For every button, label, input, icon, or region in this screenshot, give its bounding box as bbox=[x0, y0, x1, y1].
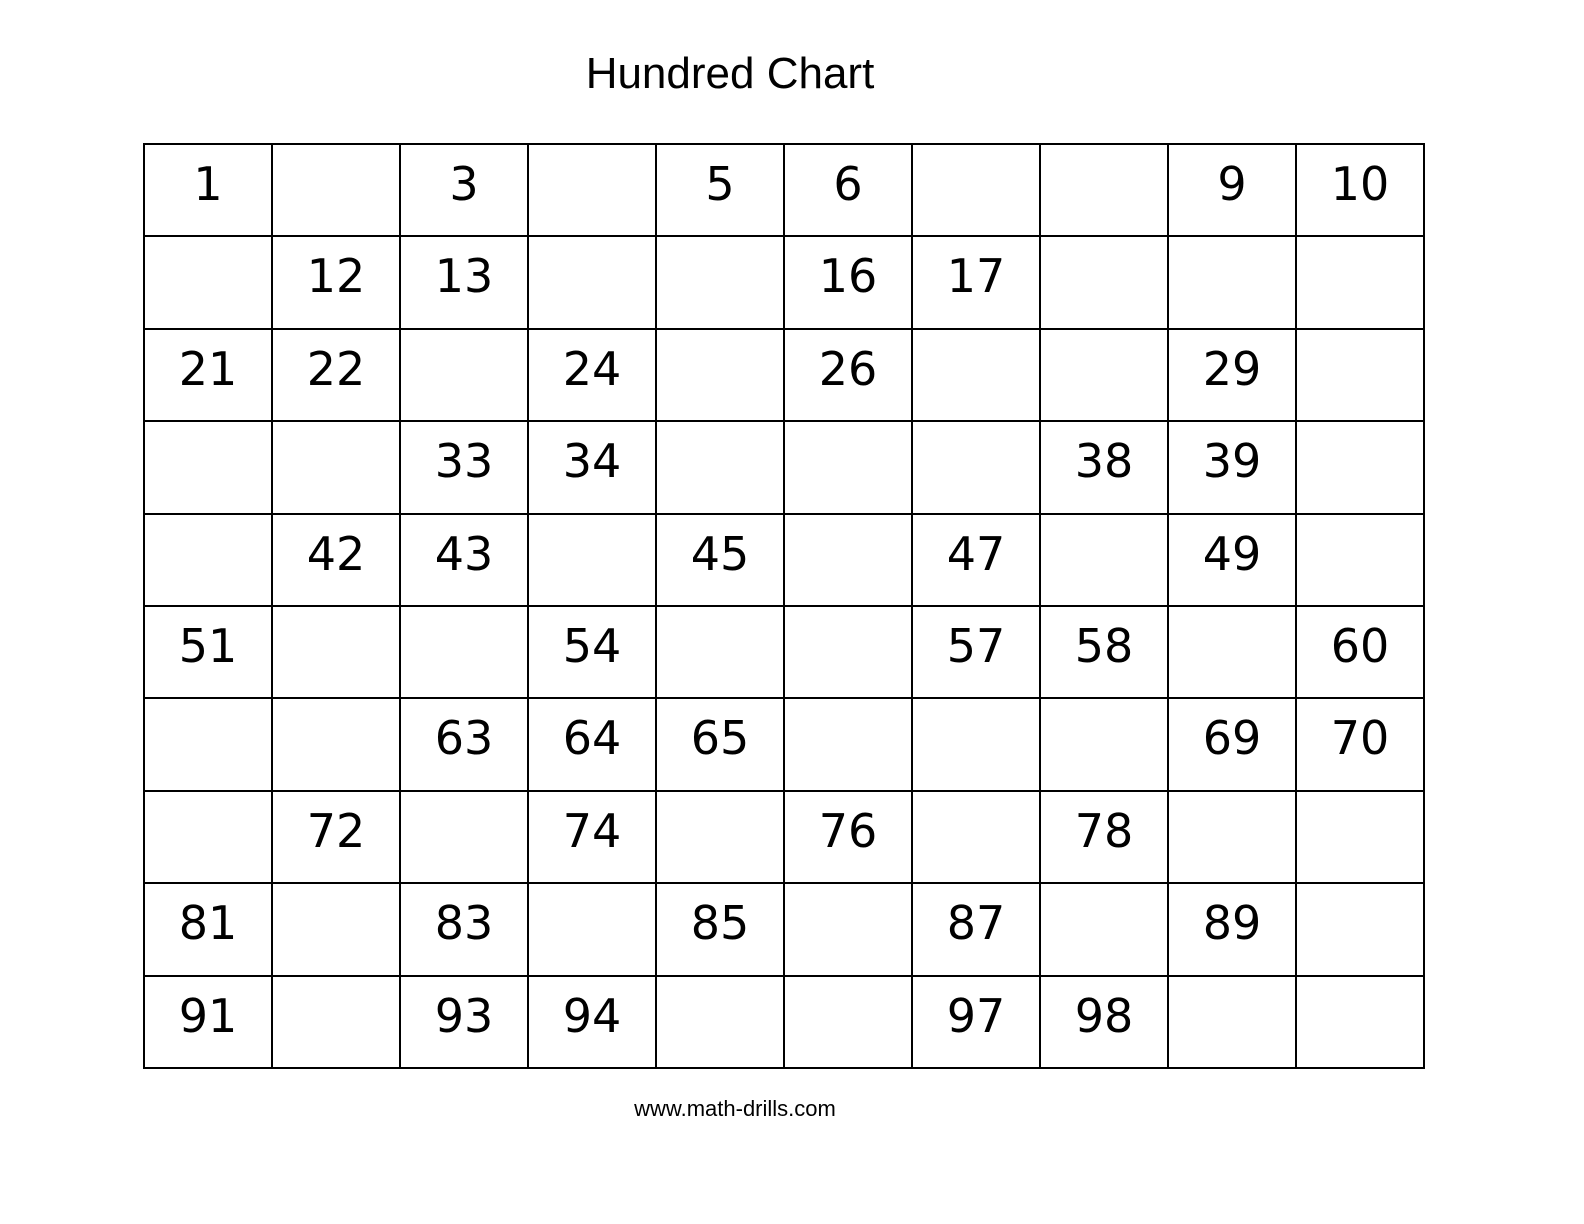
number-cell: 29 bbox=[1168, 329, 1296, 421]
chart-row bbox=[144, 698, 1424, 790]
blank-cell[interactable] bbox=[912, 791, 1040, 883]
number-cell: 89 bbox=[1168, 883, 1296, 975]
hundred-chart-grid bbox=[143, 143, 1425, 1069]
number-cell: 74 bbox=[528, 791, 656, 883]
blank-cell[interactable] bbox=[1040, 329, 1168, 421]
blank-cell[interactable] bbox=[400, 791, 528, 883]
blank-cell[interactable] bbox=[1296, 421, 1424, 513]
blank-cell[interactable] bbox=[144, 698, 272, 790]
footer-url: www.math-drills.com bbox=[634, 1096, 836, 1121]
chart-row bbox=[144, 236, 1424, 328]
blank-cell[interactable] bbox=[912, 329, 1040, 421]
blank-cell[interactable] bbox=[656, 421, 784, 513]
blank-cell[interactable] bbox=[144, 421, 272, 513]
number-cell: 12 bbox=[272, 236, 400, 328]
number-cell: 69 bbox=[1168, 698, 1296, 790]
number-cell: 45 bbox=[656, 514, 784, 606]
number-cell: 78 bbox=[1040, 791, 1168, 883]
chart-row bbox=[144, 514, 1424, 606]
blank-cell[interactable] bbox=[912, 144, 1040, 236]
number-cell: 10 bbox=[1296, 144, 1424, 236]
number-cell: 24 bbox=[528, 329, 656, 421]
blank-cell[interactable] bbox=[528, 144, 656, 236]
number-cell: 64 bbox=[528, 698, 656, 790]
number-cell: 58 bbox=[1040, 606, 1168, 698]
blank-cell[interactable] bbox=[784, 698, 912, 790]
blank-cell[interactable] bbox=[1296, 791, 1424, 883]
blank-cell[interactable] bbox=[784, 421, 912, 513]
blank-cell[interactable] bbox=[784, 976, 912, 1068]
blank-cell[interactable] bbox=[400, 606, 528, 698]
blank-cell[interactable] bbox=[1040, 144, 1168, 236]
blank-cell[interactable] bbox=[144, 791, 272, 883]
number-cell: 63 bbox=[400, 698, 528, 790]
blank-cell[interactable] bbox=[1040, 883, 1168, 975]
blank-cell[interactable] bbox=[144, 236, 272, 328]
number-cell: 60 bbox=[1296, 606, 1424, 698]
number-cell: 85 bbox=[656, 883, 784, 975]
number-cell: 43 bbox=[400, 514, 528, 606]
number-cell: 42 bbox=[272, 514, 400, 606]
chart-row bbox=[144, 976, 1424, 1068]
chart-body bbox=[144, 144, 1424, 1068]
blank-cell[interactable] bbox=[144, 514, 272, 606]
number-cell: 16 bbox=[784, 236, 912, 328]
blank-cell[interactable] bbox=[1296, 514, 1424, 606]
number-cell: 54 bbox=[528, 606, 656, 698]
blank-cell[interactable] bbox=[1296, 329, 1424, 421]
number-cell: 21 bbox=[144, 329, 272, 421]
blank-cell[interactable] bbox=[656, 606, 784, 698]
blank-cell[interactable] bbox=[656, 976, 784, 1068]
number-cell: 47 bbox=[912, 514, 1040, 606]
number-cell: 98 bbox=[1040, 976, 1168, 1068]
blank-cell[interactable] bbox=[912, 421, 1040, 513]
blank-cell[interactable] bbox=[784, 606, 912, 698]
number-cell: 34 bbox=[528, 421, 656, 513]
page-title: Hundred Chart bbox=[585, 49, 875, 98]
number-cell: 93 bbox=[400, 976, 528, 1068]
chart-row bbox=[144, 606, 1424, 698]
number-cell: 81 bbox=[144, 883, 272, 975]
number-cell: 3 bbox=[400, 144, 528, 236]
number-cell: 65 bbox=[656, 698, 784, 790]
blank-cell[interactable] bbox=[656, 329, 784, 421]
blank-cell[interactable] bbox=[528, 236, 656, 328]
number-cell: 39 bbox=[1168, 421, 1296, 513]
chart-row bbox=[144, 883, 1424, 975]
blank-cell[interactable] bbox=[272, 144, 400, 236]
chart-row bbox=[144, 421, 1424, 513]
number-cell: 70 bbox=[1296, 698, 1424, 790]
blank-cell[interactable] bbox=[656, 236, 784, 328]
blank-cell[interactable] bbox=[528, 883, 656, 975]
blank-cell[interactable] bbox=[656, 791, 784, 883]
blank-cell[interactable] bbox=[1040, 514, 1168, 606]
chart-row bbox=[144, 329, 1424, 421]
blank-cell[interactable] bbox=[1296, 236, 1424, 328]
number-cell: 22 bbox=[272, 329, 400, 421]
blank-cell[interactable] bbox=[784, 514, 912, 606]
blank-cell[interactable] bbox=[1168, 976, 1296, 1068]
number-cell: 6 bbox=[784, 144, 912, 236]
number-cell: 33 bbox=[400, 421, 528, 513]
number-cell: 91 bbox=[144, 976, 272, 1068]
blank-cell[interactable] bbox=[528, 514, 656, 606]
blank-cell[interactable] bbox=[784, 883, 912, 975]
blank-cell[interactable] bbox=[1296, 976, 1424, 1068]
blank-cell[interactable] bbox=[1168, 236, 1296, 328]
blank-cell[interactable] bbox=[272, 421, 400, 513]
number-cell: 87 bbox=[912, 883, 1040, 975]
chart-row bbox=[144, 791, 1424, 883]
blank-cell[interactable] bbox=[272, 606, 400, 698]
blank-cell[interactable] bbox=[272, 976, 400, 1068]
number-cell: 72 bbox=[272, 791, 400, 883]
number-cell: 13 bbox=[400, 236, 528, 328]
chart-row bbox=[144, 144, 1424, 236]
blank-cell[interactable] bbox=[1168, 606, 1296, 698]
number-cell: 51 bbox=[144, 606, 272, 698]
number-cell: 1 bbox=[144, 144, 272, 236]
blank-cell[interactable] bbox=[400, 329, 528, 421]
blank-cell[interactable] bbox=[1168, 791, 1296, 883]
blank-cell[interactable] bbox=[1296, 883, 1424, 975]
number-cell: 76 bbox=[784, 791, 912, 883]
blank-cell[interactable] bbox=[912, 698, 1040, 790]
number-cell: 38 bbox=[1040, 421, 1168, 513]
number-cell: 97 bbox=[912, 976, 1040, 1068]
number-cell: 57 bbox=[912, 606, 1040, 698]
number-cell: 49 bbox=[1168, 514, 1296, 606]
number-cell: 5 bbox=[656, 144, 784, 236]
number-cell: 17 bbox=[912, 236, 1040, 328]
number-cell: 94 bbox=[528, 976, 656, 1068]
number-cell: 26 bbox=[784, 329, 912, 421]
number-cell: 9 bbox=[1168, 144, 1296, 236]
blank-cell[interactable] bbox=[1040, 236, 1168, 328]
number-cell: 83 bbox=[400, 883, 528, 975]
blank-cell[interactable] bbox=[272, 883, 400, 975]
blank-cell[interactable] bbox=[272, 698, 400, 790]
blank-cell[interactable] bbox=[1040, 698, 1168, 790]
